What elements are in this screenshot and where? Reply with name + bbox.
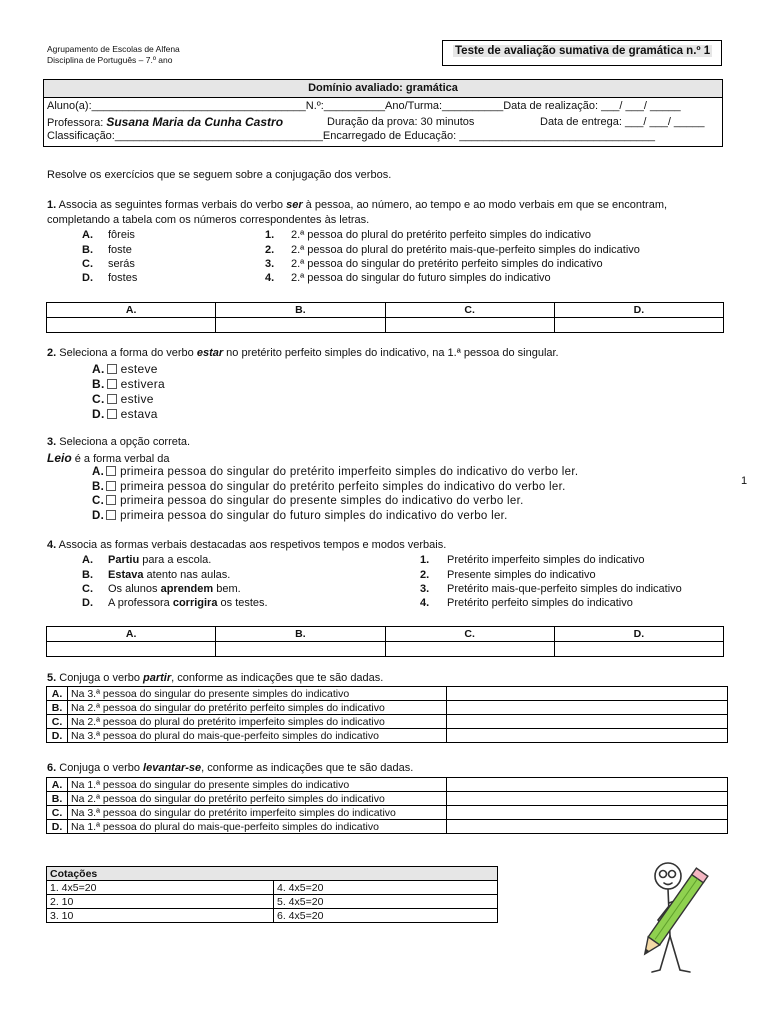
q2-text-b: no pretérito perfeito simples do indicativo, na 1.ª pessoa do singular. [223,347,559,359]
answer-cell[interactable] [447,701,728,715]
q1-col-c: C. [385,303,554,318]
q1-right-num: 4. [265,272,275,284]
q4-answer-a[interactable] [47,642,216,657]
q1-right-num: 3. [265,258,275,270]
row-letter: C. [47,806,68,820]
q4-left-verb: aprendem [160,583,214,595]
q4-col-b: B. [216,627,385,642]
table-row [47,778,728,792]
domain-heading: Domínio avaliado: gramática [44,80,722,98]
q3-stem-text: é a forma verbal da [71,453,170,465]
q4-right-item [420,569,596,581]
q1-left-text: serás [108,258,135,270]
q1-right-num: 2. [265,244,275,256]
q3-option-b[interactable] [92,481,566,493]
q5-table [46,686,728,743]
q3-word: Leio [47,451,72,465]
q6-verb: levantar-se [143,762,202,774]
table-row [47,909,498,923]
score-cell: 1. 4x5=20 [47,881,274,895]
table-row [47,701,728,715]
q1-right-item [265,229,591,241]
q4-number: 4. [47,539,57,551]
option-text: primeira pessoa do singular do pretérito perfeito simples do indicativo do verbo ler. [120,481,566,493]
q4-left-rest: atento nas aulas. [143,569,231,581]
answer-cell[interactable] [447,792,728,806]
q2-option-c[interactable] [92,392,154,406]
q4-left-rest: bem. [213,583,241,595]
q1-left-text: fostes [108,272,138,284]
option-text: esteve [120,362,158,376]
q3-prompt [47,436,190,448]
option-letter: D. [92,407,105,421]
q4-left-letter: C. [82,583,93,595]
q4-left-rest: os testes. [217,597,268,609]
q1-col-a: A. [47,303,216,318]
checkbox-icon[interactable] [107,379,117,389]
table-row [47,715,728,729]
q4-left-letter: D. [82,597,93,609]
q4-left-item [82,583,241,595]
q4-right-text: Presente simples do indicativo [447,569,596,581]
table-row [47,895,498,909]
row-letter: D. [47,729,68,743]
q4-left-pre: A professora [108,597,173,609]
q3-option-a[interactable] [92,466,578,478]
q6-prompt [47,762,413,774]
row-letter: D. [47,820,68,834]
q4-col-c: C. [385,627,554,642]
q1-verb: ser [286,199,303,211]
q1-left-item [82,272,137,284]
q3-number: 3. [47,436,57,448]
q1-prompt [47,199,667,211]
q4-left-letter: B. [82,569,93,581]
q1-prompt-cont: completando a tabela com os números correspondentes às letras. [47,214,370,226]
q4-right-item [420,583,682,595]
q4-answer-b[interactable] [216,642,385,657]
delivery-date: Data de entrega: ___/ ___/ _____ [540,116,705,128]
q4-right-item [420,597,633,609]
score-cell: 2. 10 [47,895,274,909]
test-title-box [442,40,722,66]
checkbox-icon[interactable] [106,466,116,476]
q1-left-letter: B. [82,244,93,256]
q1-answer-d[interactable] [554,318,723,333]
q4-left-verb: Estava [108,569,144,581]
q2-option-b[interactable] [92,377,165,391]
page-number: 1 [741,475,748,487]
score-cell: 4. 4x5=20 [274,881,498,895]
q1-right-text: 2.ª pessoa do singular do futuro simples do indicativo [291,272,551,284]
q4-text: Associa as formas verbais destacadas aos respetivos tempos e modos verbais. [56,539,447,551]
cotacoes-table [46,866,498,923]
score-cell: 6. 4x5=20 [274,909,498,923]
score-cell: 5. 4x5=20 [274,895,498,909]
q1-left-text: foste [108,244,132,256]
q4-answer-table [46,626,724,657]
row-instruction: Na 2.ª pessoa do singular do pretérito perfeito simples do indicativo [68,701,447,715]
q1-right-item [265,258,603,270]
option-text: primeira pessoa do singular do presente simples do indicativo do verbo ler. [120,495,524,507]
q5-verb: partir [143,672,172,684]
q6-text-b: , conforme as indicações que te são dadas. [201,762,414,774]
q2-verb: estar [196,347,224,359]
q1-right-item [265,244,640,256]
row-letter: A. [47,778,68,792]
option-letter: B. [92,377,105,391]
checkbox-icon[interactable] [106,495,116,505]
answer-cell[interactable] [447,687,728,701]
q6-text-a: Conjuga o verbo [56,762,144,774]
q5-number: 5. [47,672,57,684]
q4-left-item [82,597,268,609]
student-line: Aluno(a):___________________________________N.º:__________Ano/Turma:__________Data de realização: ___/ ___/ _____ [47,100,681,112]
row-letter: B. [47,792,68,806]
q4-left-item [82,569,230,581]
row-instruction: Na 1.ª pessoa do plural do mais-que-perfeito simples do indicativo [68,820,447,834]
q2-text-a: Seleciona a forma do verbo [56,347,197,359]
q1-answer-b[interactable] [216,318,385,333]
option-letter: A. [92,362,105,376]
q5-prompt [47,672,383,684]
option-letter: C. [92,392,105,406]
row-instruction: Na 3.ª pessoa do singular do presente simples do indicativo [68,687,447,701]
table-row [47,792,728,806]
answer-cell[interactable] [447,715,728,729]
q1-right-text: 2.ª pessoa do plural do pretérito perfeito simples do indicativo [291,229,592,241]
q1-left-letter: A. [82,229,93,241]
q4-prompt [47,539,446,551]
table-row [47,687,728,701]
test-duration: Duração da prova: 30 minutos [327,116,475,128]
teacher-name: Susana Maria da Cunha Castro [106,115,284,129]
q6-number: 6. [47,762,57,774]
option-text: estivera [120,377,166,391]
q1-answer-a[interactable] [47,318,216,333]
row-instruction: Na 2.ª pessoa do singular do pretérito perfeito simples do indicativo [68,792,447,806]
figure-mouth [664,883,672,885]
q1-left-letter: D. [82,272,93,284]
q1-col-d: D. [554,303,723,318]
q2-prompt [47,347,559,359]
checkbox-icon[interactable] [107,364,117,374]
row-letter: B. [47,701,68,715]
q4-left-pre: Os alunos [108,583,161,595]
answer-cell[interactable] [447,820,728,834]
table-row [47,881,498,895]
q4-right-text: Pretérito perfeito simples do indicativo [447,597,633,609]
option-letter: B. [92,481,105,493]
pencil-icon [639,868,708,958]
cotacoes-title: Cotações [47,867,498,881]
q4-right-num: 2. [420,569,430,581]
checkbox-icon[interactable] [106,481,116,491]
table-row [47,729,728,743]
q4-right-num: 4. [420,597,430,609]
school-name: Agrupamento de Escolas de Alfena [47,44,180,54]
row-instruction: Na 2.ª pessoa do plural do pretérito imperfeito simples do indicativo [68,715,447,729]
q1-answer-table [46,302,724,333]
test-title: Teste de avaliação sumativa de gramática n.º 1 [455,45,711,57]
q4-left-item [82,554,211,566]
q1-left-item [82,258,135,270]
q4-right-text: Pretérito imperfeito simples do indicativo [447,554,645,566]
q4-right-num: 3. [420,583,430,595]
q4-col-d: D. [554,627,723,642]
q2-option-d[interactable] [92,407,158,421]
q1-col-b: B. [216,303,385,318]
q4-left-letter: A. [82,554,93,566]
checkbox-icon[interactable] [106,510,116,520]
q6-table [46,777,728,834]
q3-option-c[interactable] [92,495,524,507]
q1-left-text: fôreis [108,229,135,241]
student-info-box [43,79,723,147]
figure-leg-right [670,936,690,972]
row-instruction: Na 3.ª pessoa do plural do mais-que-perfeito simples do indicativo [68,729,447,743]
school-header [47,44,180,66]
table-row [47,820,728,834]
q4-col-a: A. [47,627,216,642]
q1-number: 1. [47,199,57,211]
q1-left-item [82,244,132,256]
q3-text: Seleciona a opção correta. [56,436,191,448]
q1-answer-c[interactable] [385,318,554,333]
q1-text-a: Associa as seguintes formas verbais do verbo [56,199,287,211]
figure-glasses-right [669,871,676,878]
q1-left-item [82,229,135,241]
q2-option-a[interactable] [92,362,158,376]
option-letter: A. [92,466,105,478]
q4-right-text: Pretérito mais-que-perfeito simples do indicativo [447,583,682,595]
q4-answer-d[interactable] [554,642,723,657]
q3-option-d[interactable] [92,510,508,522]
q2-number: 2. [47,347,57,359]
q5-text-a: Conjuga o verbo [56,672,144,684]
option-text: primeira pessoa do singular do futuro simples do indicativo do verbo ler. [120,510,508,522]
stick-figure-pencil-illustration [600,858,730,988]
q1-text-b: à pessoa, ao número, ao tempo e ao modo verbais em que se encontram, [302,199,668,211]
checkbox-icon[interactable] [107,409,117,419]
teacher-label: Professora: [47,117,107,129]
q4-answer-c[interactable] [385,642,554,657]
option-text: primeira pessoa do singular do pretérito imperfeito simples do indicativo do verbo ler. [120,466,579,478]
row-letter: C. [47,715,68,729]
discipline: Disciplina de Português – 7.º ano [47,55,173,65]
checkbox-icon[interactable] [107,394,117,404]
row-instruction: Na 3.ª pessoa do singular do pretérito imperfeito simples do indicativo [68,806,447,820]
row-instruction: Na 1.ª pessoa do singular do presente simples do indicativo [68,778,447,792]
q4-right-item [420,554,644,566]
q4-left-rest: para a escola. [139,554,212,566]
intro-text: Resolve os exercícios que se seguem sobre a conjugação dos verbos. [47,169,392,181]
q4-left-verb: Partiu [108,554,140,566]
answer-cell[interactable] [447,729,728,743]
classification-line: Classificação:__________________________________Encarregado de Educação: ________________________________ [47,130,655,142]
q4-left-verb: corrigira [172,597,218,609]
q1-right-num: 1. [265,229,275,241]
q3-stem [47,451,170,465]
q1-right-text: 2.ª pessoa do singular do pretérito perfeito simples do indicativo [291,258,603,270]
row-letter: A. [47,687,68,701]
q1-right-item [265,272,551,284]
option-letter: C. [92,495,105,507]
table-row [47,806,728,820]
answer-cell[interactable] [447,778,728,792]
option-text: estive [120,392,154,406]
answer-cell[interactable] [447,806,728,820]
q5-text-b: , conforme as indicações que te são dadas. [171,672,384,684]
q4-right-num: 1. [420,554,430,566]
score-cell: 3. 10 [47,909,274,923]
figure-glasses-left [660,871,667,878]
teacher-line [47,115,283,129]
q1-right-text: 2.ª pessoa do plural do pretérito mais-que-perfeito simples do indicativo [291,244,640,256]
q1-left-letter: C. [82,258,93,270]
option-text: estava [120,407,158,421]
option-letter: D. [92,510,105,522]
